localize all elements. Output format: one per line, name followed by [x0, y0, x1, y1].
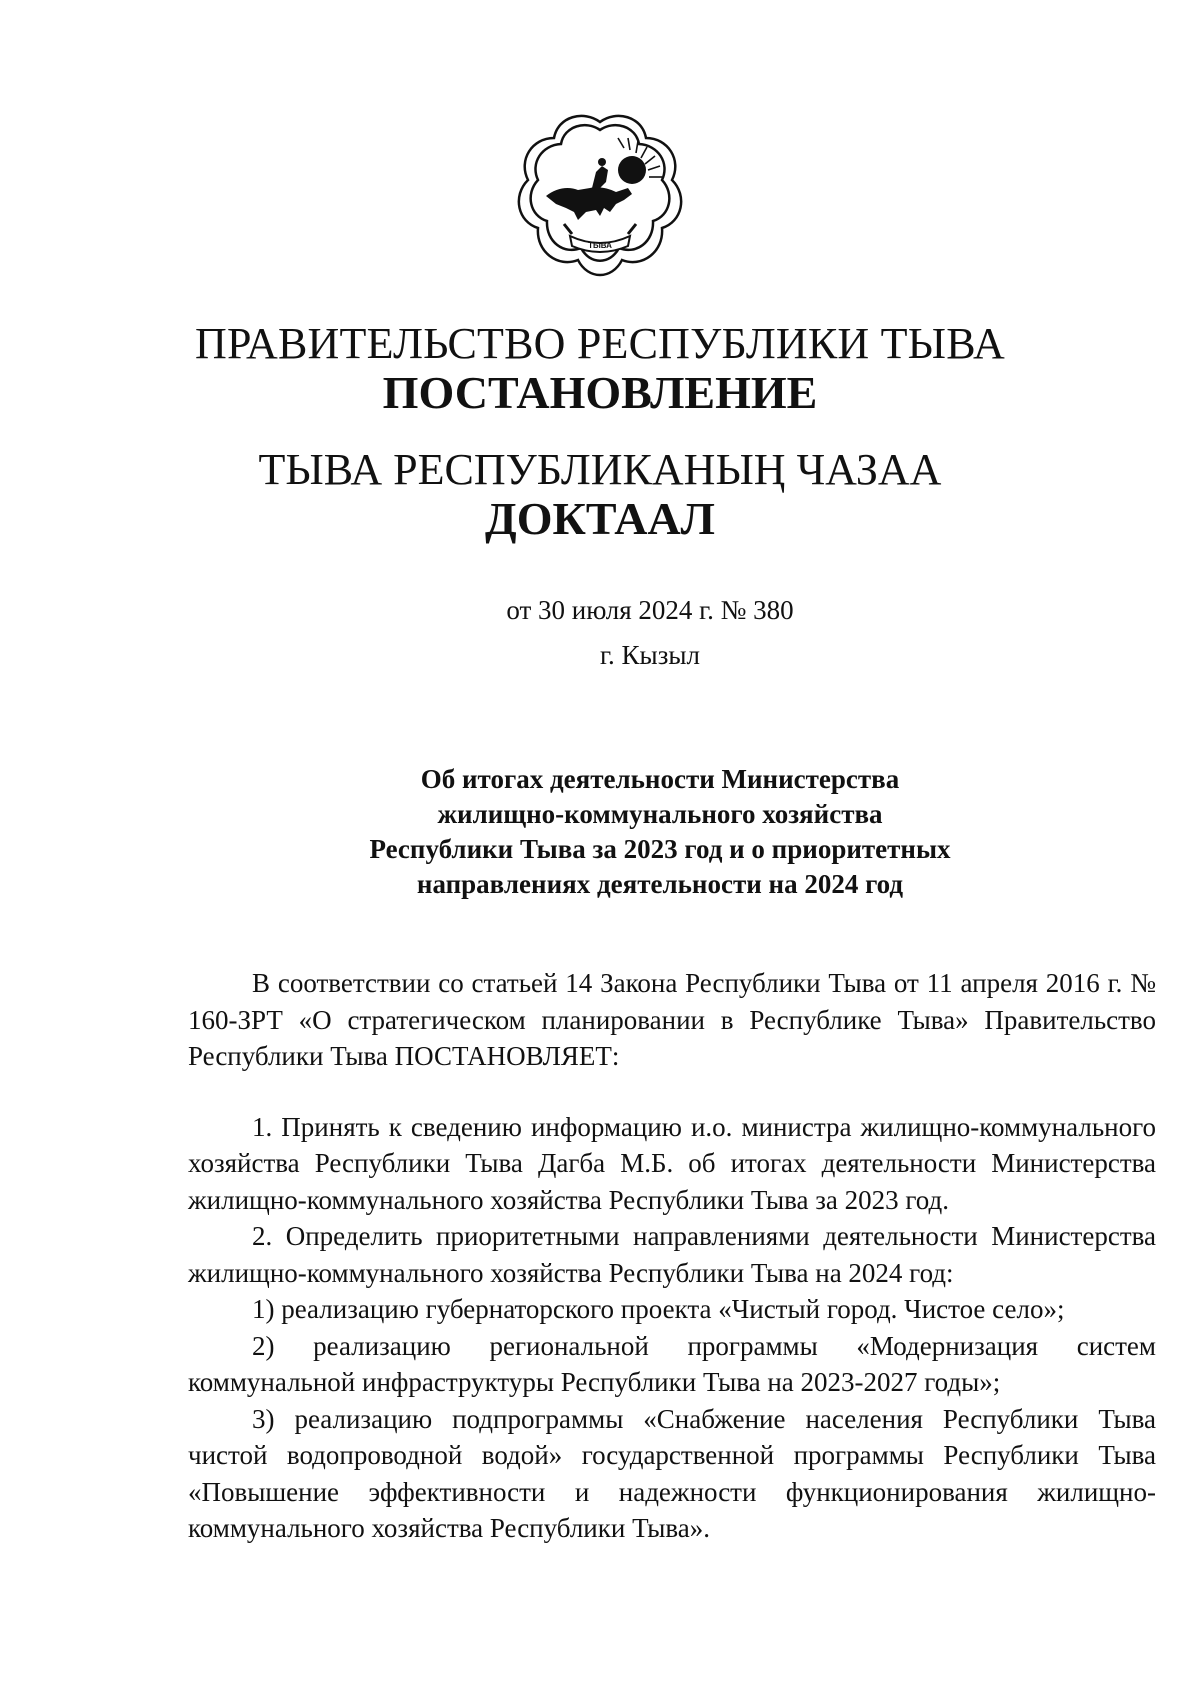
clause-2: 2. Определить приоритетными направлениями деятельности Министерства жилищно-коммунального хозяйства Республики Тыва на 2024 год: [188, 1221, 1156, 1288]
document-city: г. Кызыл [600, 640, 700, 670]
title-line: Республики Тыва за 2023 год и о приоритетных [369, 834, 951, 864]
clause-2-item-3: 3) реализацию подпрограммы «Снабжение населения Республики Тыва чистой водопроводной водой» государственной программы Республики Тыва «Повышение эффективности и надежности функционирования жилищно-коммунального хозяйства Республики Тыва». [188, 1403, 1156, 1543]
document-date-number: от 30 июля 2024 г. № 380 [506, 595, 794, 625]
government-name-ru: ПРАВИТЕЛЬСТВО РЕСПУБЛИКИ ТЫВА [195, 319, 1005, 368]
tuva-emblem-icon [512, 108, 688, 284]
title-line: жилищно-коммунального хозяйства [437, 799, 883, 829]
document-type-tv: ДОКТААЛ [485, 493, 715, 544]
title-line: направлениях деятельности на 2024 год [416, 869, 904, 899]
svg-text:ТЫВА: ТЫВА [588, 241, 612, 250]
clause-2-item-1: 1) реализацию губернаторского проекта «Чистый город. Чистое село»; [252, 1294, 1065, 1324]
title-line: Об итогах деятельности Министерства [420, 764, 900, 794]
paragraph-gap [188, 1075, 1156, 1109]
clause-1: 1. Принять к сведению информацию и.о. министра жилищно-коммунального хозяйства Республики Тыва Дагба М.Б. об итогах деятельности Министерства жилищно-коммунального хозяйства Республики Тыва за 2023 год. [188, 1111, 1156, 1215]
document-type-ru: ПОСТАНОВЛЕНИЕ [382, 367, 818, 418]
document-body [188, 965, 1156, 1547]
government-name-tv: ТЫВА РЕСПУБЛИКАНЫҢ ЧАЗАА [258, 445, 942, 494]
preamble-paragraph: В соответствии со статьей 14 Закона Республики Тыва от 11 апреля 2016 г. № 160-ЗРТ «О стратегическом планировании в Республике Тыва» Правительство Республики Тыва ПОСТАНОВЛЯЕТ: [188, 968, 1156, 1071]
document-title [300, 762, 1020, 902]
clause-2-item-2: 2) реализацию региональной программы «Модернизация систем коммунальной инфраструктуры Республики Тыва на 2023-2027 годы»; [188, 1330, 1156, 1397]
